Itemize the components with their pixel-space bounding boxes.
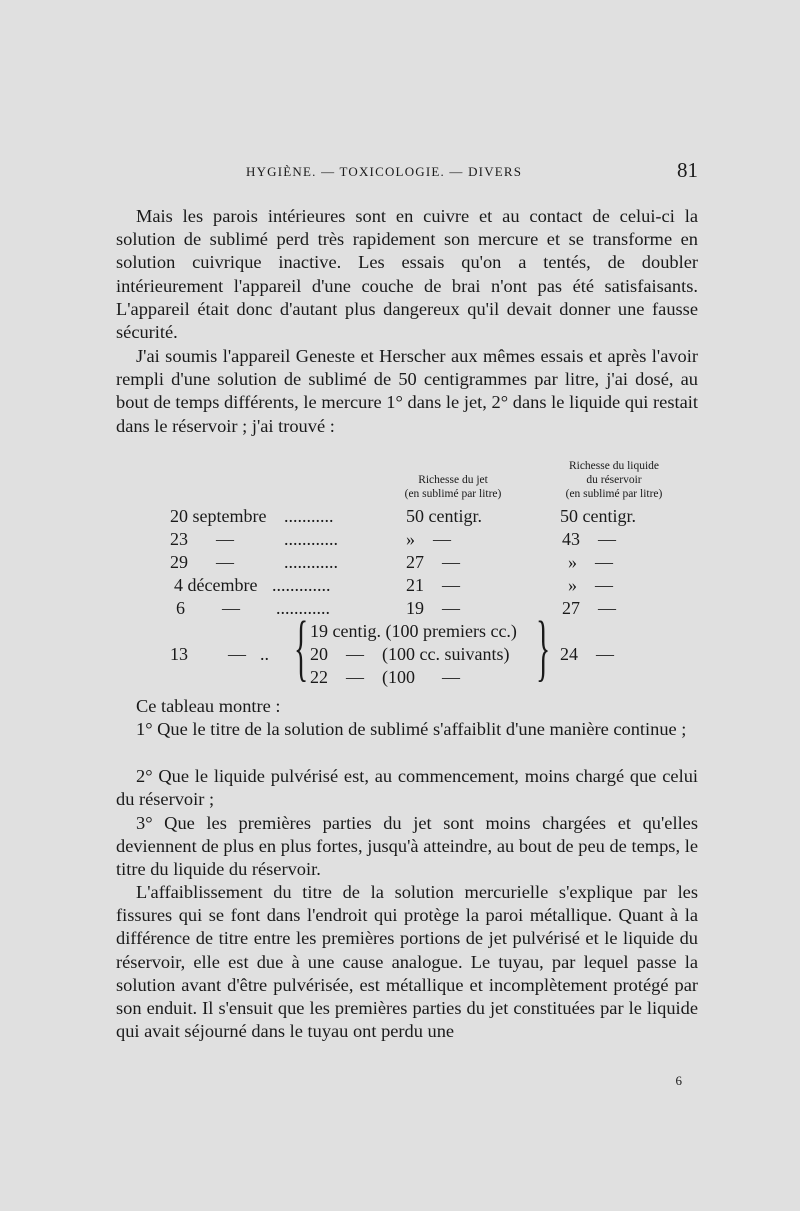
running-title: HYGIÈNE. — TOXICOLOGIE. — DIVERS bbox=[246, 164, 523, 179]
page-header bbox=[116, 160, 698, 186]
table-row bbox=[170, 551, 710, 574]
left-brace-icon: { bbox=[294, 607, 309, 689]
row-dash: — bbox=[216, 552, 234, 572]
subrow-text: 22 — (100 — bbox=[310, 667, 460, 687]
right-brace-icon: } bbox=[536, 607, 551, 689]
row-reservoir: » — bbox=[568, 552, 613, 572]
subrow-text: 20 — (100 cc. suivants) bbox=[310, 644, 510, 664]
row-date: 13 bbox=[170, 644, 188, 664]
signature-mark: 6 bbox=[675, 1073, 682, 1088]
results-table bbox=[116, 456, 698, 689]
row-reservoir: 43 — bbox=[562, 529, 616, 549]
row-dots: ............ bbox=[284, 529, 338, 549]
row-date: 4 décembre bbox=[174, 575, 258, 595]
paragraph-5: 2° Que le liquide pulvérisé est, au commencement, moins chargé que celui du réservoir ; bbox=[116, 766, 698, 810]
paragraph-7: L'affaiblissement du titre de la solution mercurielle s'explique par les fissures qui se font dans l'endroit qui protège la paroi métallique. Quant à la différence de titre entre les premières portions de jet pulvérisé et le liquide du réservoir, elle est due à une cause analogue. Le tuyau, par lequel passe la solution avant d'être pulvérisée, est métallique et incomplètement protégé par son enduit. Il s'ensuit que les premières parties du jet constituées par le liquide qui avait séjourné dans le tuyau ont perdu une bbox=[116, 882, 698, 1042]
row-reservoir: 24 — bbox=[560, 644, 614, 664]
paragraph-4: 1° Que le titre de la solution de sublimé s'affaiblit d'une manière continue ; bbox=[136, 719, 687, 739]
table-subrow bbox=[170, 620, 710, 643]
row-reservoir: » — bbox=[568, 575, 613, 595]
row-dash: — bbox=[222, 598, 240, 618]
row-reservoir: 50 centigr. bbox=[560, 506, 636, 526]
row-reservoir: 27 — bbox=[562, 598, 616, 618]
table-subrow bbox=[170, 643, 710, 666]
row-dash: — bbox=[228, 644, 246, 664]
col-header-reservoir-line1: Richesse du liquide bbox=[568, 460, 660, 472]
row-dots: ............ bbox=[276, 598, 330, 618]
row-dots: ............ bbox=[284, 552, 338, 572]
col-header-reservoir-line2: du réservoir bbox=[586, 474, 642, 486]
paragraph-6: 3° Que les premières parties du jet sont moins chargées et qu'elles deviennent de plus en plus fortes, jusqu'à atteindre, au bout de peu de temps, le titre du liquide du réservoir. bbox=[116, 813, 698, 880]
table-row bbox=[170, 505, 710, 528]
row-date: 20 septembre bbox=[170, 506, 267, 526]
table-row bbox=[170, 597, 710, 620]
row-dots: ............. bbox=[272, 575, 331, 595]
table-subrow bbox=[170, 666, 710, 689]
row-jet: 27 — bbox=[406, 552, 460, 572]
row-date: 6 bbox=[176, 598, 185, 618]
row-dots: .. bbox=[260, 644, 269, 664]
row-jet: 50 centigr. bbox=[406, 506, 482, 526]
row-jet: 19 — bbox=[406, 598, 460, 618]
col-header-reservoir bbox=[534, 459, 694, 501]
row-dots: ........... bbox=[284, 506, 334, 526]
col-header-reservoir-line3: (en sublimé par litre) bbox=[565, 488, 663, 500]
page-number: 81 bbox=[677, 158, 698, 182]
paragraph-3: Ce tableau montre : bbox=[136, 696, 281, 716]
row-jet: 21 — bbox=[406, 575, 460, 595]
row-jet: » — bbox=[406, 529, 451, 549]
paragraph-2: J'ai soumis l'appareil Geneste et Herscher aux mêmes essais et après l'avoir rempli d'une solution de sublimé de 50 centigrammes par litre, j'ai dosé, au bout de temps différents, le mercure 1° dans le jet, 2° dans le liquide qui restait dans le réservoir ; j'ai trouvé : bbox=[116, 346, 698, 436]
table-row bbox=[170, 528, 710, 551]
col-header-jet-line2: (en sublimé par litre) bbox=[404, 488, 502, 500]
row-dash: — bbox=[216, 529, 234, 549]
table-row bbox=[170, 574, 710, 597]
col-header-jet bbox=[378, 473, 528, 501]
col-header-jet-line1: Richesse du jet bbox=[418, 474, 488, 486]
subrow-text: 19 centig. (100 premiers cc.) bbox=[310, 621, 517, 641]
row-date: 29 bbox=[170, 552, 188, 572]
row-date: 23 bbox=[170, 529, 188, 549]
paragraph-1: Mais les parois intérieures sont en cuivre et au contact de celui-ci la solution de sublimé perd très rapidement son mercure et se transforme en solution cuivrique inactive. Les essais qu'on a tentés, de doubler intérieurement l'appareil d'une couche de brai n'ont pas été satisfaisants. L'appareil était donc d'autant plus dangereux qu'il devait donner une fausse sécurité. bbox=[116, 206, 698, 343]
